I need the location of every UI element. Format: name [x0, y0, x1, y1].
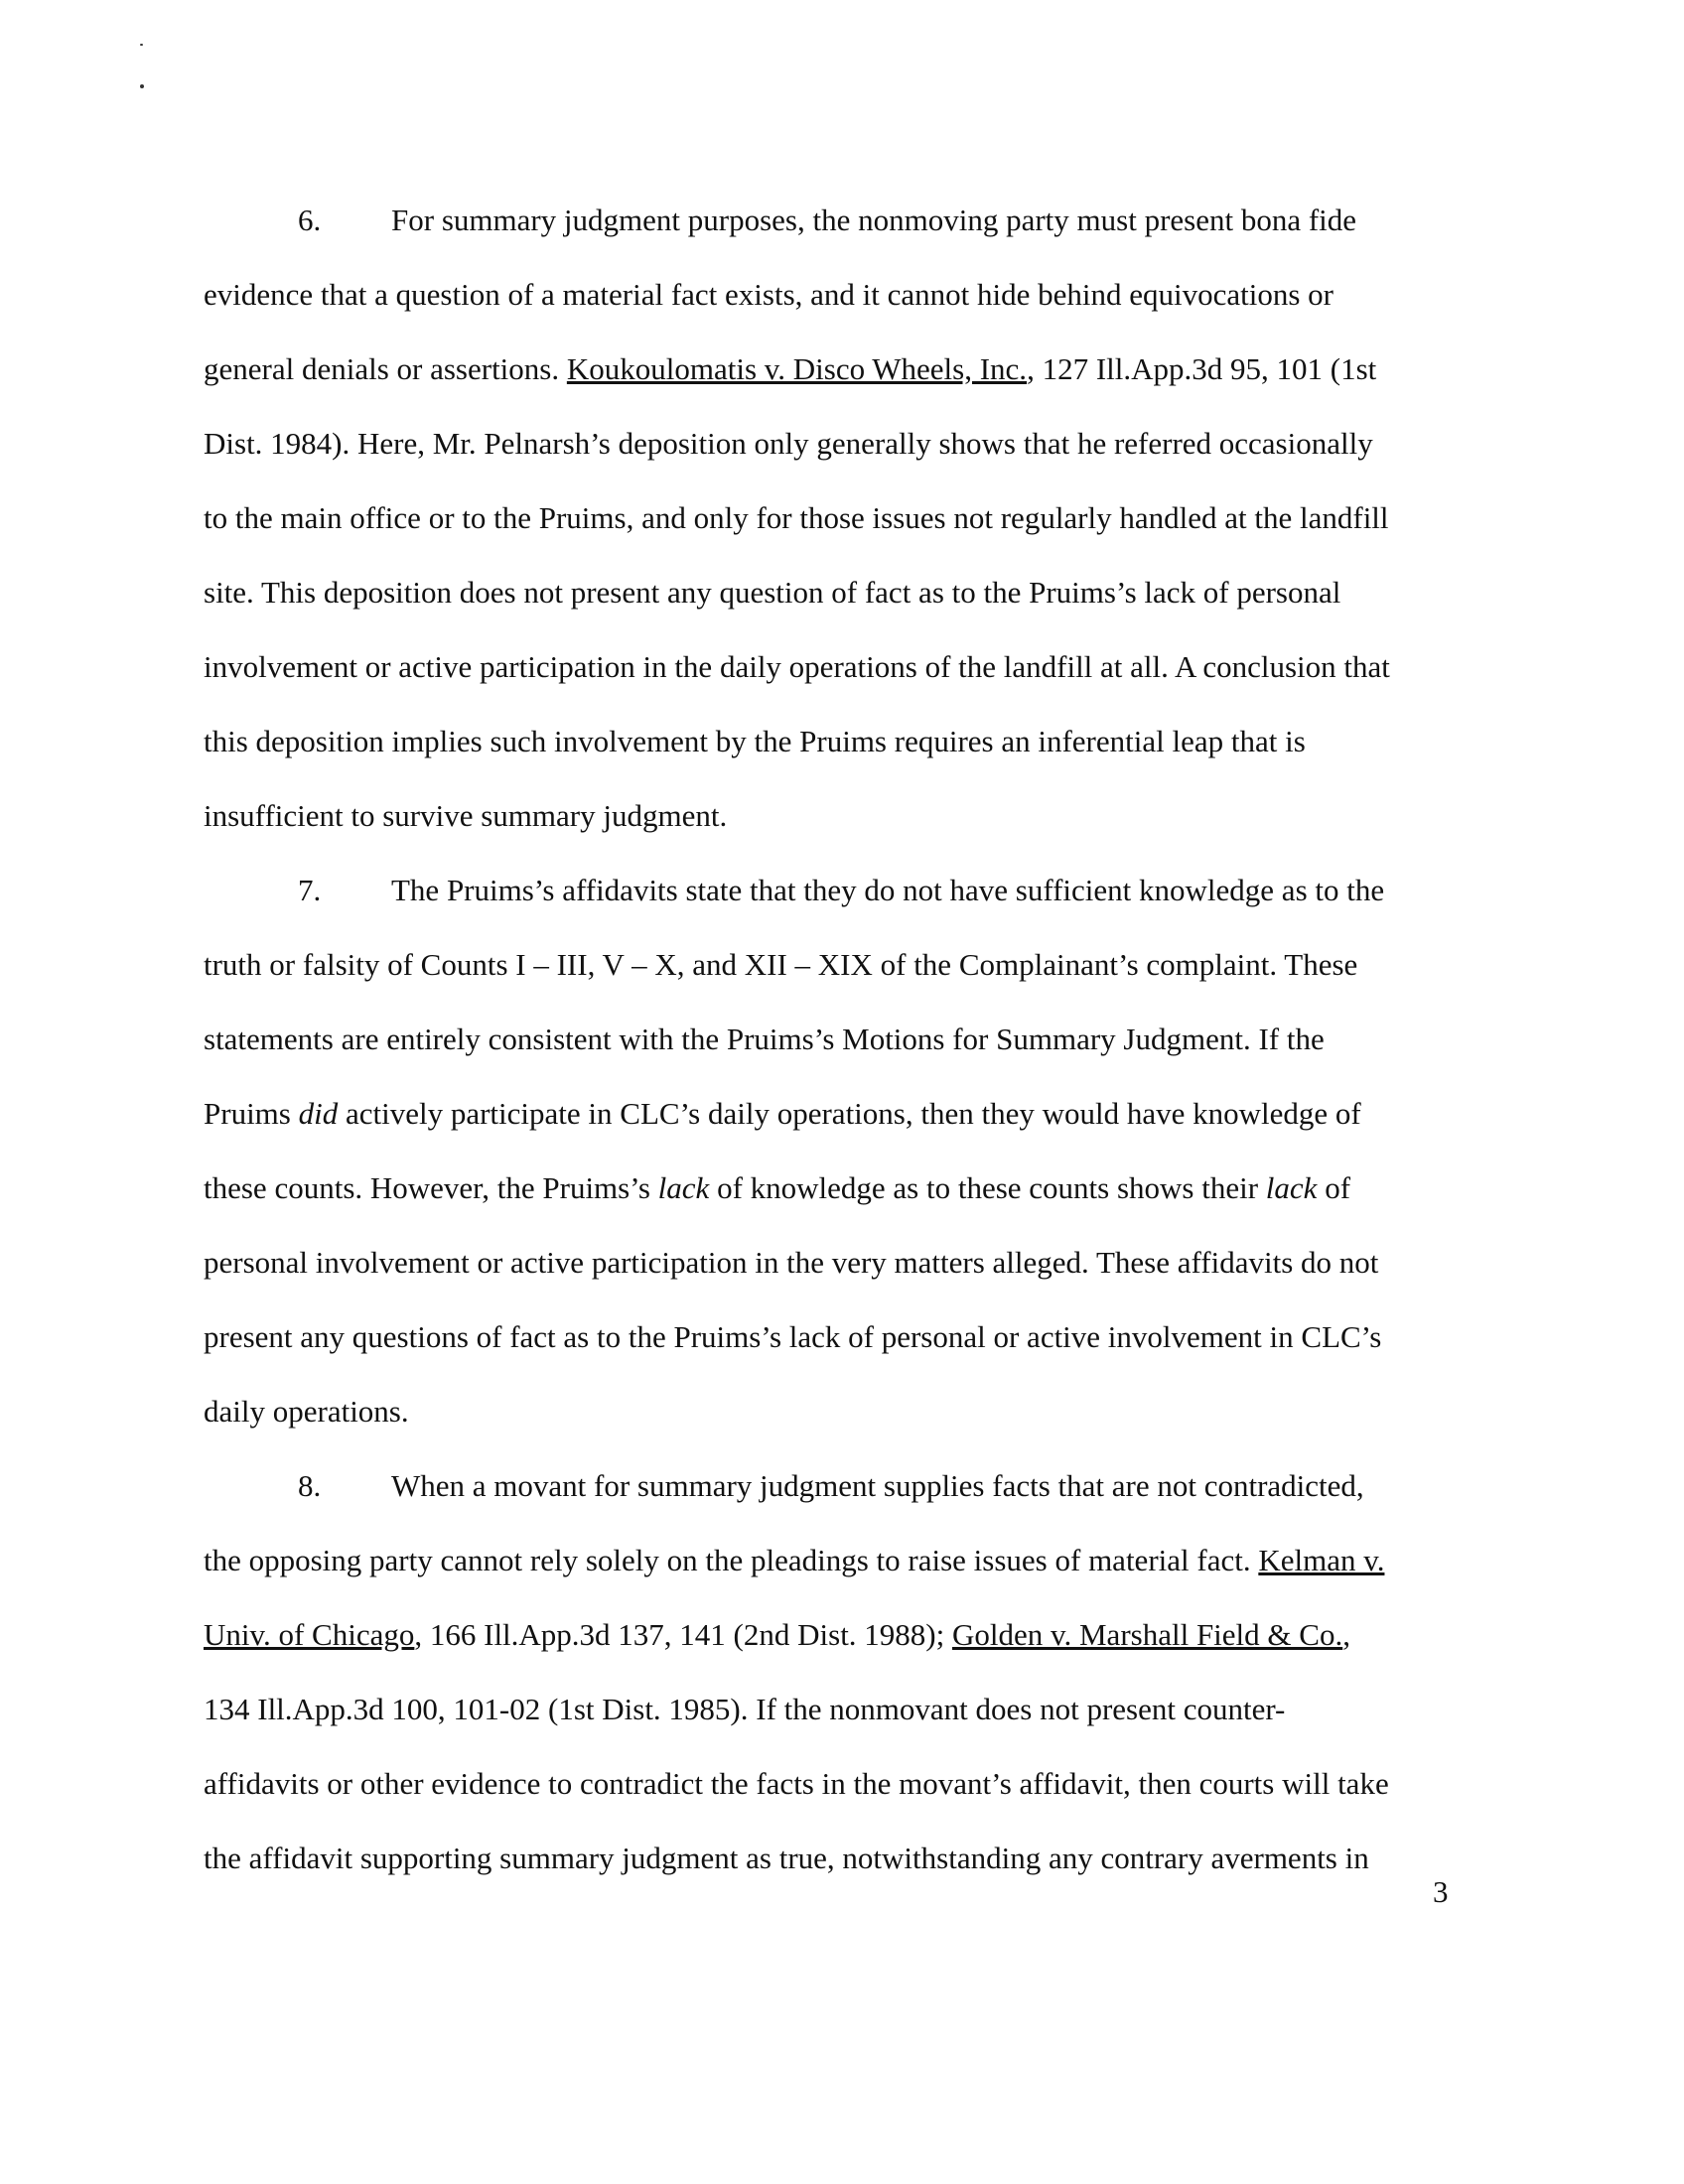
emphasis: lack	[1265, 1170, 1318, 1205]
case-citation: Kelman v.	[1258, 1543, 1385, 1577]
text-run: truth or falsity of Counts I – III, V – X, and XII – XIX of the Complainant’s complaint. These	[204, 947, 1358, 982]
text-run: daily operations.	[204, 1394, 409, 1429]
emphasis: did	[298, 1096, 339, 1131]
paragraph-6-line-2	[204, 275, 1333, 315]
text-run: these counts. However, the Pruims’s	[204, 1170, 658, 1205]
text-run: involvement or active participation in the daily operations of the landfill at all. A conclusion that	[204, 649, 1390, 684]
text-run: the affidavit supporting summary judgment as true, notwithstanding any contrary averments in	[204, 1841, 1369, 1875]
paragraph-6-line-1	[298, 201, 1356, 240]
case-citation: Golden v. Marshall Field & Co.	[952, 1617, 1343, 1652]
text-run: site. This deposition does not present any question of fact as to the Pruims’s lack of personal	[204, 575, 1341, 610]
paragraph-7-line-8	[204, 1392, 409, 1432]
text-run: of knowledge as to these counts shows their	[709, 1170, 1266, 1205]
paragraph-6-line-5	[204, 498, 1389, 538]
text-run: Dist. 1984). Here, Mr. Pelnarsh’s deposition only generally shows that he referred occasionally	[204, 426, 1373, 461]
paragraph-6-line-6	[204, 573, 1340, 613]
paragraph-7-line-1	[298, 871, 1384, 910]
paragraph-8-line-5	[204, 1764, 1389, 1804]
scan-speck	[140, 44, 143, 46]
paragraph-7-line-4	[204, 1094, 1361, 1134]
paragraph-6-line-8	[204, 722, 1306, 761]
paragraph-7-line-6	[204, 1243, 1378, 1283]
paragraph-number: 6.	[298, 203, 322, 237]
paragraph-8-line-3	[204, 1615, 1350, 1655]
text-run: general denials or assertions.	[204, 351, 567, 386]
text-run: insufficient to survive summary judgment.	[204, 798, 728, 833]
text-run: personal involvement or active participation in the very matters alleged. These affidavits do not	[204, 1245, 1379, 1280]
text-run: this deposition implies such involvement by the Pruims requires an inferential leap that is	[204, 724, 1306, 758]
paragraph-number: 8.	[298, 1468, 322, 1503]
text-run: ,	[1342, 1617, 1350, 1652]
text-run: , 127 Ill.App.3d 95, 101 (1st	[1027, 351, 1377, 386]
text-run: statements are entirely consistent with the Pruims’s Motions for Summary Judgment. If the	[204, 1022, 1325, 1056]
text-run: affidavits or other evidence to contradict the facts in the movant’s affidavit, then courts will take	[204, 1766, 1389, 1801]
paragraph-7-line-2	[204, 945, 1357, 985]
page-number: 3	[1433, 1874, 1449, 1909]
text-run: the opposing party cannot rely solely on the pleadings to raise issues of material fact.	[204, 1543, 1259, 1577]
text-run: When a movant for summary judgment supplies facts that are not contradicted,	[391, 1468, 1364, 1503]
paragraph-7-line-7	[204, 1317, 1381, 1357]
text-run: actively participate in CLC’s daily operations, then they would have knowledge of	[338, 1096, 1361, 1131]
paragraph-6-line-9	[204, 796, 727, 836]
text-run: The Pruims’s affidavits state that they do not have sufficient knowledge as to the	[391, 873, 1385, 907]
paragraph-6-line-4	[204, 424, 1373, 464]
paragraph-8-line-2	[204, 1541, 1384, 1580]
case-citation: Univ. of Chicago	[204, 1617, 415, 1652]
paragraph-7-line-5	[204, 1168, 1350, 1208]
paragraph-6-line-7	[204, 647, 1390, 687]
paragraph-8-line-1	[298, 1466, 1364, 1506]
paragraph-8-line-4	[204, 1690, 1285, 1729]
text-run: Pruims	[204, 1096, 299, 1131]
paragraph-number: 7.	[298, 873, 322, 907]
paragraph-7-line-3	[204, 1020, 1325, 1059]
text-run: 134 Ill.App.3d 100, 101-02 (1st Dist. 1985). If the nonmovant does not present counter-	[204, 1692, 1286, 1726]
emphasis: lack	[657, 1170, 710, 1205]
paragraph-6-line-3	[204, 349, 1376, 389]
text-run: present any questions of fact as to the Pruims’s lack of personal or active involvement in CLC’s	[204, 1319, 1382, 1354]
text-run: , 166 Ill.App.3d 137, 141 (2nd Dist. 1988);	[414, 1617, 952, 1652]
text-run: evidence that a question of a material fact exists, and it cannot hide behind equivocations or	[204, 277, 1334, 312]
text-run: For summary judgment purposes, the nonmoving party must present bona fide	[391, 203, 1357, 237]
scan-speck	[140, 84, 144, 88]
paragraph-8-line-6	[204, 1839, 1369, 1878]
text-run: to the main office or to the Pruims, and only for those issues not regularly handled at the landfill	[204, 500, 1389, 535]
text-run: of	[1317, 1170, 1351, 1205]
case-citation: Koukoulomatis v. Disco Wheels, Inc.	[566, 351, 1028, 386]
